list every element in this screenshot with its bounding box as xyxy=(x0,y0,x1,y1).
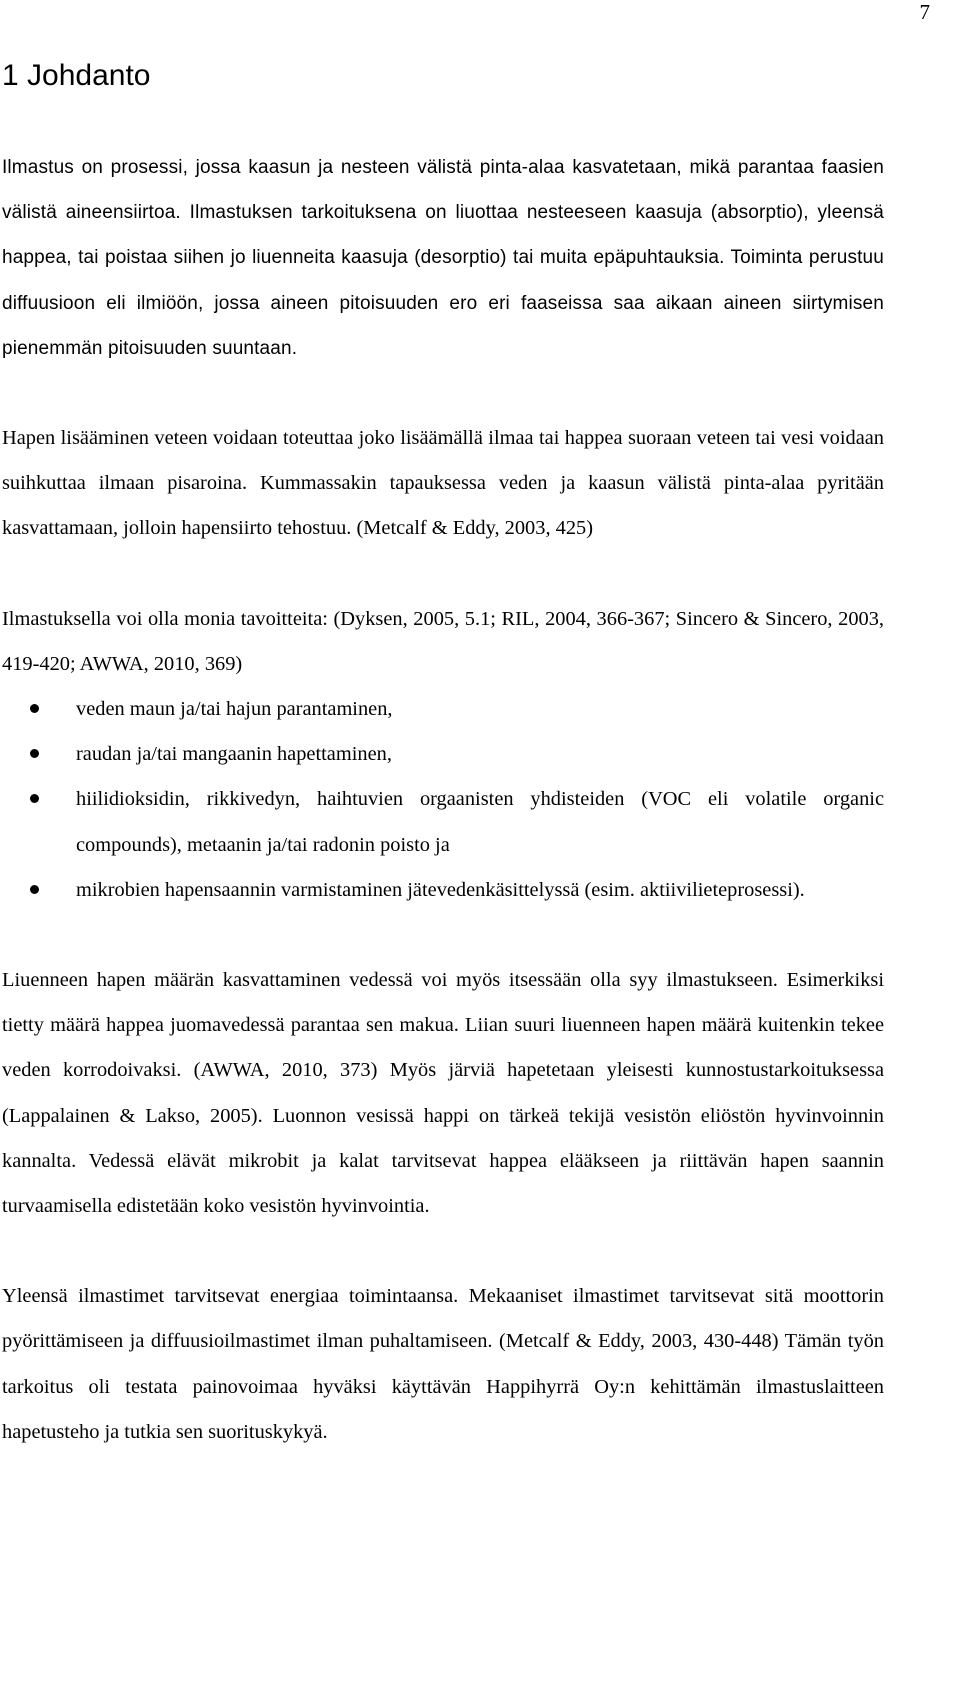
list-item xyxy=(2,777,884,867)
bullet-icon xyxy=(30,885,39,894)
list-item xyxy=(2,687,884,732)
paragraph-energy: Yleensä ilmastimet tarvitsevat energiaa toimintaansa. Mekaaniset ilmastimet tarvitsevat sitä moottorin pyörittämiseen ja diffuusioilmastimet ilman puhaltamiseen. (Metcalf & Eddy, 2003, 430-448) Tämän työn tarkoitus oli testata painovoimaa hyväksi käyttävän Happihyrrä Oy:n kehittämän ilmastuslaitteen hapetusteho ja tutkia sen suorituskykyä. xyxy=(2,1285,884,1443)
paragraph-oxygen-addition: Hapen lisääminen veteen voidaan toteuttaa joko lisäämällä ilmaa tai happea suoraan veteen tai vesi voidaan suihkuttaa ilmaan pisaroina. Kummassakin tapauksessa veden ja kaasun välistä pinta-alaa pyritään kasvattamaan, jolloin hapensiirto tehostuu. (Metcalf & Eddy, 2003, 425) xyxy=(2,427,884,540)
list-item-text: veden maun ja/tai hajun parantaminen, xyxy=(76,698,393,721)
list-item-text: raudan ja/tai mangaanin hapettaminen, xyxy=(76,743,392,766)
list-item-text: mikrobien hapensaannin varmistaminen jätevedenkäsittelyssä (esim. aktiivilieteprosessi). xyxy=(76,878,805,901)
page-number: 7 xyxy=(919,0,930,24)
bullet-icon xyxy=(30,794,39,803)
paragraph-dissolved-oxygen: Liuenneen hapen määrän kasvattaminen vedessä voi myös itsessään olla syy ilmastukseen. Esimerkiksi tietty määrä happea juomavedessä parantaa sen makua. Liian suuri liuenneen hapen määrä kuitenkin tekee veden korrodoivaksi. (AWWA, 2010, 373) Myös järviä hapetetaan yleisesti kunnostustarkoituksessa (Lappalainen & Lakso, 2005). Luonnon vesissä happi on tärkeä tekijä vesistön eliöstön hyvinvoinnin kannalta. Vedessä elävät mikrobit ja kalat tarvitsevat happea elääkseen ja riittävän hapen saannin turvaamisella edistetään koko vesistön hyvinvointia. xyxy=(2,969,884,1218)
chapter-heading: 1 Johdanto xyxy=(2,59,151,92)
paragraph-goals-intro: Ilmastuksella voi olla monia tavoitteita: (Dyksen, 2005, 5.1; RIL, 2004, 366-367; Sincero & Sincero, 2003, 419-420; AWWA, 2010, 369) xyxy=(2,607,884,675)
bullet-icon xyxy=(30,704,39,713)
goals-list xyxy=(2,687,884,913)
document-body xyxy=(2,145,884,1455)
list-item xyxy=(2,732,884,777)
list-item-text: hiilidioksidin, rikkivedyn, haihtuvien orgaanisten yhdisteiden (VOC eli volatile organic compounds), metaanin ja/tai radonin poisto ja xyxy=(76,788,884,856)
bullet-icon xyxy=(30,749,39,758)
paragraph-intro: Ilmastus on prosessi, jossa kaasun ja nesteen välistä pinta-alaa kasvatetaan, mikä parantaa faasien välistä aineensiirtoa. Ilmastuksen tarkoituksena on liuottaa nesteeseen kaasuja (absorptio), yleensä happea, tai poistaa siihen jo liuenneita kaasuja (desorptio) tai muita epäpuhtauksia. Toiminta perustuu diffuusioon eli ilmiöön, jossa aineen pitoisuuden ero eri faaseissa saa aikaan aineen siirtymisen pienemmän pitoisuuden suuntaan. xyxy=(2,157,884,359)
list-item xyxy=(2,868,884,913)
